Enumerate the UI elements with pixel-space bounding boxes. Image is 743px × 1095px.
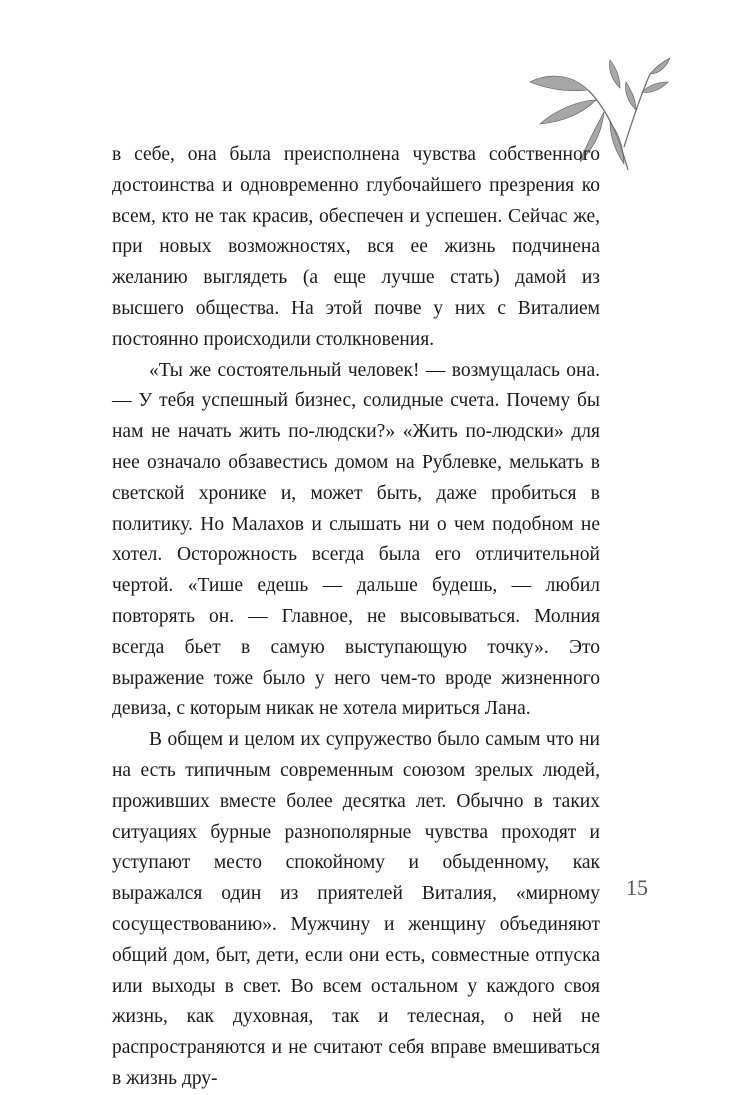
paragraph-1: в себе, она была преисполнена чувства собственного достоинства и одновременно глубочайшего презрения ко всем, кто не так красив, обеспечен и успешен. Сейчас же, при новых возможностях, вся ее жизнь подчинена желанию выглядеть (а еще лучше стать) дамой из высшего общества. На этой почве у них с Виталием постоянно происходили столкновения. xyxy=(112,144,600,350)
paragraph-2: «Ты же состоятельный человек! — возмущалась она. — У тебя успешный бизнес, солидные счета. Почему бы нам не начать жить по-людски?» «Жить по-людски» для нее означало обзавестись домом на Рублевке, мелькать в светской хронике и, может быть, даже пробиться в политику. Но Малахов и слышать ни о чем подобном не хотел. Осторожность всегда была его отличительной чертой. «Тише едешь — дальше будешь, — любил повторять он. — Главное, не высовываться. Молния всегда бьет в самую выступающую точку». Это выражение тоже было у него чем-то вроде жизненного девиза, с которым никак не хотела мириться Лана. xyxy=(112,359,600,720)
page-number: 15 xyxy=(626,875,648,900)
paragraph-3: В общем и целом их супружество было самым что ни на есть типичным современным союзом зрелых людей, проживших вместе более десятка лет. Обычно в таких ситуациях бурные разнополярные чувства проходят и уступают место спокойному и обыденному, как выражался один из приятелей Виталия, «мирному сосуществованию». Мужчину и женщину объединяют общий дом, быт, дети, если они есть, совместные отпуска или выходы в свет. Во всем остальном у каждого своя жизнь, как духовная, так и телесная, о ней не распространяются и не считают себя вправе вмешиваться в жизнь дру- xyxy=(112,729,600,1089)
body-text xyxy=(112,140,600,1095)
